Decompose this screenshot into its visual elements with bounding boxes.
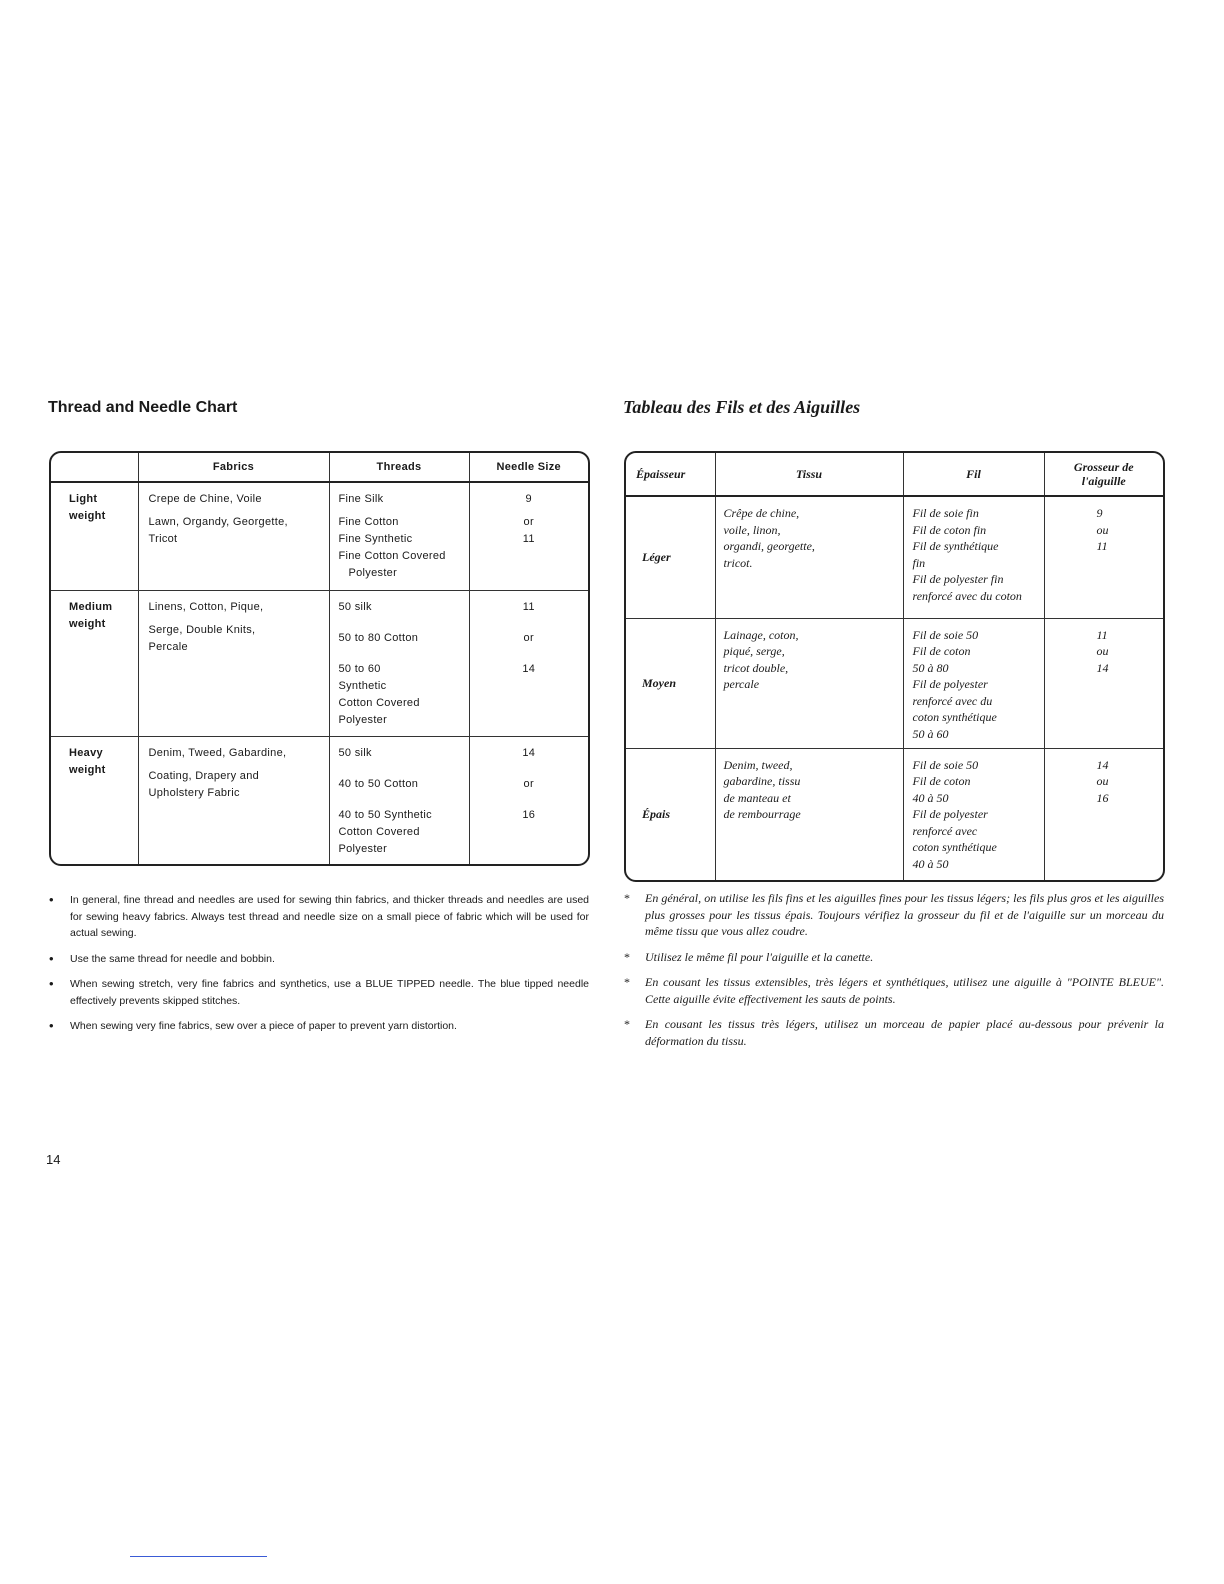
table-header-row — [51, 453, 588, 482]
table-row — [626, 618, 1163, 748]
epaisseur-cell: Épais — [626, 748, 715, 880]
list-item: • Use the same thread for needle and bobbin. — [49, 951, 589, 968]
grosseur-cell: 11 ou 14 — [1044, 618, 1163, 748]
needle-size-cell: 9 or 11 — [469, 482, 588, 590]
list-item: * En cousant les tissus extensibles, très légers et synthétiques, utilisez une aiguille à "POINTE BLEUE". Cette aiguille évite effectivement les sauts de points. — [624, 974, 1164, 1007]
header-fabrics: Fabrics — [138, 453, 329, 482]
header-tissu: Tissu — [715, 453, 903, 496]
tissu-cell: Crêpe de chine, voile, linon, organdi, georgette, tricot. — [715, 496, 903, 618]
list-item: • In general, fine thread and needles are used for sewing thin fabrics, and thicker threads and needles are used for sewing heavy fabrics. Always test thread and needle size on a small piece of fabric which will be used for actual sewing. — [49, 892, 589, 942]
needle-size-cell: 14 or 16 — [469, 736, 588, 864]
header-epaisseur: Épaisseur — [626, 453, 715, 496]
threads-cell: Fine Silk Fine Cotton Fine Synthetic Fine Cotton Covered Polyester — [329, 482, 469, 590]
fil-cell: Fil de soie 50 Fil de coton 50 à 80 Fil de polyester renforcé avec du coton synthétique 50 à 60 — [903, 618, 1044, 748]
page-title-fr: Tableau des Fils et des Aiguilles — [623, 397, 861, 417]
table-row — [51, 736, 588, 864]
weight-cell: Medium weight — [51, 590, 138, 736]
thread-needle-table-en — [49, 451, 590, 866]
threads-cell: 50 silk 50 to 80 Cotton 50 to 60 Synthetic Cotton Covered Polyester — [329, 590, 469, 736]
notes-list-fr — [624, 890, 1164, 1058]
needle-size-cell: 11 or 14 — [469, 590, 588, 736]
weight-cell: Heavy weight — [51, 736, 138, 864]
table-row — [626, 748, 1163, 880]
header-needle-size: Needle Size — [469, 453, 588, 482]
notes-list-en — [49, 892, 589, 1044]
page-title-en: Thread and Needle Chart — [48, 399, 238, 416]
table-row — [626, 496, 1163, 618]
list-item: • When sewing stretch, very fine fabrics and synthetics, use a BLUE TIPPED needle. The blue tipped needle effectively prevents skipped stitches. — [49, 976, 589, 1009]
tissu-cell: Denim, tweed, gabardine, tissu de manteau et de rembourrage — [715, 748, 903, 880]
grosseur-cell: 9 ou 11 — [1044, 496, 1163, 618]
epaisseur-cell: Léger — [626, 496, 715, 618]
grosseur-cell: 14 ou 16 — [1044, 748, 1163, 880]
epaisseur-cell: Moyen — [626, 618, 715, 748]
fabrics-cell: Crepe de Chine, Voile Lawn, Organdy, Georgette, Tricot — [138, 482, 329, 590]
list-item: * En cousant les tissus très légers, utilisez un morceau de papier placé au-dessous pour prévenir la déformation du tissu. — [624, 1016, 1164, 1049]
table-row — [51, 482, 588, 590]
header-fil: Fil — [903, 453, 1044, 496]
table-header-row — [626, 453, 1163, 496]
tissu-cell: Lainage, coton, piqué, serge, tricot double, percale — [715, 618, 903, 748]
fabrics-cell: Denim, Tweed, Gabardine, Coating, Drapery and Upholstery Fabric — [138, 736, 329, 864]
list-item: * Utilisez le même fil pour l'aiguille et la canette. — [624, 949, 1164, 966]
list-item: • When sewing very fine fabrics, sew over a piece of paper to prevent yarn distortion. — [49, 1018, 589, 1035]
page-number: 14 — [46, 1152, 61, 1167]
fil-cell: Fil de soie fin Fil de coton fin Fil de synthétique fin Fil de polyester fin renforcé avec du coton — [903, 496, 1044, 618]
header-blank — [51, 453, 138, 482]
fabrics-cell: Linens, Cotton, Pique, Serge, Double Knits, Percale — [138, 590, 329, 736]
fil-cell: Fil de soie 50 Fil de coton 40 à 50 Fil de polyester renforcé avec coton synthétique 40 à 50 — [903, 748, 1044, 880]
header-threads: Threads — [329, 453, 469, 482]
list-item: * En général, on utilise les fils fins et les aiguilles fines pour les tissus légers; les fils plus gros et les aiguilles plus grosses pour les tissus épais. Toujours vérifiez la grosseur du fil et de l'aiguille sur un morceau du même tissu que vous allez coudre. — [624, 890, 1164, 940]
weight-cell: Light weight — [51, 482, 138, 590]
threads-cell: 50 silk 40 to 50 Cotton 40 to 50 Synthetic Cotton Covered Polyester — [329, 736, 469, 864]
table-row — [51, 590, 588, 736]
header-grosseur: Grosseur de l'aiguille — [1044, 453, 1163, 496]
thread-needle-table-fr — [624, 451, 1165, 882]
footer-divider — [130, 1556, 267, 1557]
